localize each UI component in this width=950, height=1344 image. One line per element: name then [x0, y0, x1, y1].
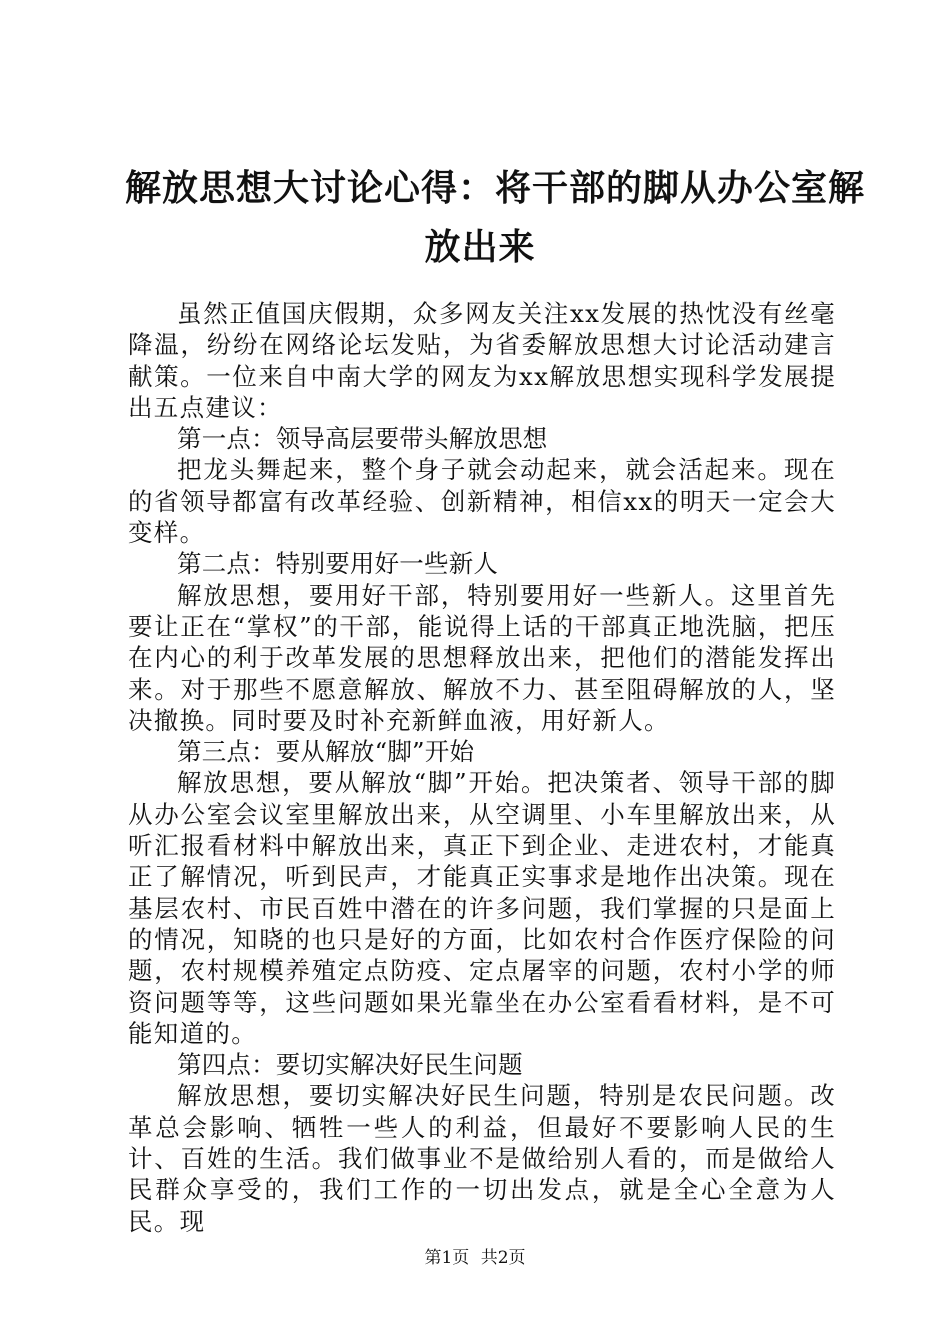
document-title-line-2: 放出来 — [424, 226, 536, 268]
section-heading-4: 第四点：要切实解决好民生问题 — [177, 1050, 523, 1080]
page-footer: 第1页 共2页 — [424, 1248, 526, 1268]
paragraph-intro: 虽然正值国庆假期，众多网友关注xx发展的热忱没有丝毫降温，纷纷在网络论坛发贴，为省委解放思想大讨论活动建言献策。一位来自中南大学的网友为xx解放思想实现科学发展提出五点建议： — [128, 299, 836, 422]
document-title-line-1: 解放思想大讨论心得：将干部的脚从办公室解 — [125, 167, 866, 209]
section-heading-2: 第二点：特别要用好一些新人 — [177, 549, 499, 579]
paragraph-4: 解放思想，要切实解决好民生问题，特别是农民问题。改革总会影响、牺牲一些人的利益，但最好不要影响人民的生计、百姓的生活。我们做事业不是做给别人看的，而是做给人民群众享受的，我们工作的一切出发点，就是全心全意为人民。现 — [128, 1081, 836, 1236]
paragraph-2: 解放思想，要用好干部，特别要用好一些新人。这里首先要让正在“掌权”的干部，能说得上话的干部真正地洗脑，把压在内心的利于改革发展的思想释放出来，把他们的潜能发挥出来。对于那些不愿意解放、解放不力、甚至阻碍解放的人，坚决撤换。同时要及时补充新鲜血液，用好新人。 — [128, 580, 836, 735]
section-heading-1: 第一点：领导高层要带头解放思想 — [177, 424, 548, 454]
paragraph-3: 解放思想，要从解放“脚”开始。把决策者、领导干部的脚从办公室会议室里解放出来，从空调里、小车里解放出来，从听汇报看材料中解放出来，真正下到企业、走进农村，才能真正了解情况，听到民声，才能真正实事求是地作出决策。现在基层农村、市民百姓中潜在的许多问题，我们掌握的只是面上的情况，知晓的也只是好的方面，比如农村合作医疗保险的问题，农村规模养殖定点防疫、定点屠宰的问题，农村小学的师资问题等等，这些问题如果光靠坐在办公室看看材料，是不可能知道的。 — [128, 768, 836, 1048]
section-heading-3: 第三点：要从解放“脚”开始 — [177, 737, 475, 767]
document-body — [128, 298, 836, 1237]
paragraph-1: 把龙头舞起来，整个身子就会动起来，就会活起来。现在的省领导都富有改革经验、创新精神，相信xx的明天一定会大变样。 — [128, 455, 836, 548]
